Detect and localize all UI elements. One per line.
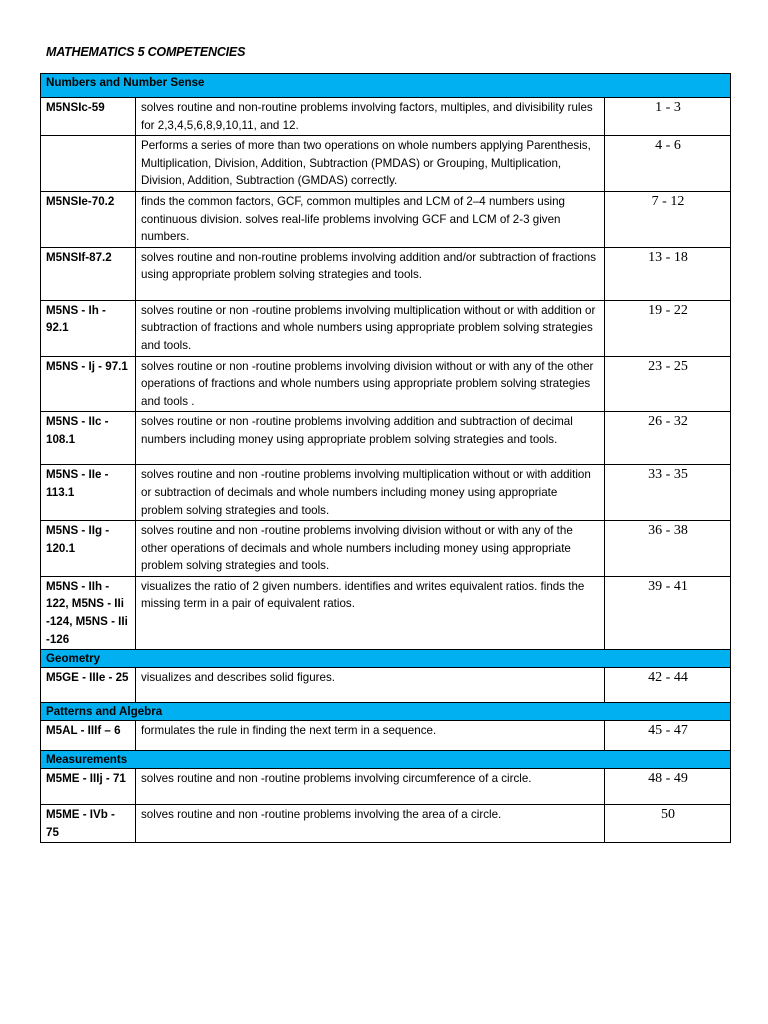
competency-description: solves routine or non -routine problems involving multiplication without or with addition or subtraction of fractions and whole numbers using appropriate problem solving strategies and tools. — [136, 300, 605, 356]
section-heading: Measurements — [41, 751, 731, 769]
competency-code: M5ME - IIIj - 71 — [41, 769, 136, 805]
table-row — [41, 769, 731, 805]
table-row — [41, 576, 731, 649]
table-row — [41, 521, 731, 577]
item-range: 50 — [605, 805, 731, 843]
competencies-table-body — [41, 74, 731, 843]
competency-description: solves routine and non-routine problems involving factors, multiples, and divisibility rules for 2,3,4,5,6,8,9,10,11, and 12. — [136, 98, 605, 136]
competency-code: M5NSIc-59 — [41, 98, 136, 136]
item-range: 45 - 47 — [605, 721, 731, 751]
table-row — [41, 247, 731, 300]
competency-code: M5AL - IIIf – 6 — [41, 721, 136, 751]
competency-description: solves routine or non -routine problems involving addition and subtraction of decimal numbers including money using appropriate problem solving strategies and tools. — [136, 412, 605, 465]
table-row — [41, 668, 731, 703]
competency-description: finds the common factors, GCF, common multiples and LCM of 2–4 numbers using continuous division. solves real-life problems involving GCF and LCM of 2-3 given numbers. — [136, 191, 605, 247]
competency-code: M5NS - IIe - 113.1 — [41, 465, 136, 521]
item-range: 7 - 12 — [605, 191, 731, 247]
table-row — [41, 465, 731, 521]
table-row — [41, 98, 731, 136]
competency-description: solves routine and non -routine problems involving multiplication without or with addition or subtraction of decimals and whole numbers including money using appropriate problem solving strategies and tools. — [136, 465, 605, 521]
competency-description: formulates the rule in finding the next term in a sequence. — [136, 721, 605, 751]
competency-code: M5NS - Ih - 92.1 — [41, 300, 136, 356]
item-range: 23 - 25 — [605, 356, 731, 412]
competency-code: M5ME - IVb - 75 — [41, 805, 136, 843]
item-range: 4 - 6 — [605, 136, 731, 192]
competency-description: solves routine and non -routine problems involving circumference of a circle. — [136, 769, 605, 805]
competency-code: M5NS - IIc - 108.1 — [41, 412, 136, 465]
table-row — [41, 721, 731, 751]
section-heading: Numbers and Number Sense — [41, 74, 731, 98]
item-range: 1 - 3 — [605, 98, 731, 136]
item-range: 33 - 35 — [605, 465, 731, 521]
competency-description: solves routine or non -routine problems involving division without or with any of the other operations of fractions and whole numbers using appropriate problem solving strategies and tools . — [136, 356, 605, 412]
competency-description: solves routine and non -routine problems involving division without or with any of the other operations of decimals and whole numbers including money using appropriate problem solving strategies and tools. — [136, 521, 605, 577]
document-title: MATHEMATICS 5 COMPETENCIES — [46, 45, 246, 59]
item-range: 26 - 32 — [605, 412, 731, 465]
item-range: 36 - 38 — [605, 521, 731, 577]
section-header-row — [41, 650, 731, 668]
item-range: 42 - 44 — [605, 668, 731, 703]
competency-code: M5NS - IIg - 120.1 — [41, 521, 136, 577]
item-range: 48 - 49 — [605, 769, 731, 805]
item-range: 39 - 41 — [605, 576, 731, 649]
table-row — [41, 356, 731, 412]
section-header-row — [41, 703, 731, 721]
competency-description: Performs a series of more than two operations on whole numbers applying Parenthesis, Multiplication, Division, Addition, Subtraction (PMDAS) or Grouping, Multiplication, Division, Addition, Subtraction (GMDAS) correctly. — [136, 136, 605, 192]
competency-code: M5NS - Ij - 97.1 — [41, 356, 136, 412]
section-header-row — [41, 74, 731, 98]
table-row — [41, 191, 731, 247]
competency-code: M5NSIe-70.2 — [41, 191, 136, 247]
section-heading: Geometry — [41, 650, 731, 668]
section-heading: Patterns and Algebra — [41, 703, 731, 721]
table-row — [41, 136, 731, 192]
competency-description: solves routine and non-routine problems involving addition and/or subtraction of fractions using appropriate problem solving strategies and tools. — [136, 247, 605, 300]
competency-code: M5GE - IIIe - 25 — [41, 668, 136, 703]
competency-code: M5NSIf-87.2 — [41, 247, 136, 300]
competency-code — [41, 136, 136, 192]
item-range: 19 - 22 — [605, 300, 731, 356]
competency-description: solves routine and non -routine problems involving the area of a circle. — [136, 805, 605, 843]
table-row — [41, 412, 731, 465]
item-range: 13 - 18 — [605, 247, 731, 300]
competency-code: M5NS - IIh - 122, M5NS - IIi -124, M5NS - IIi -126 — [41, 576, 136, 649]
competency-description: visualizes the ratio of 2 given numbers. identifies and writes equivalent ratios. finds the missing term in a pair of equivalent ratios. — [136, 576, 605, 649]
table-row — [41, 805, 731, 843]
competency-description: visualizes and describes solid figures. — [136, 668, 605, 703]
section-header-row — [41, 751, 731, 769]
table-row — [41, 300, 731, 356]
competencies-table — [40, 73, 731, 843]
